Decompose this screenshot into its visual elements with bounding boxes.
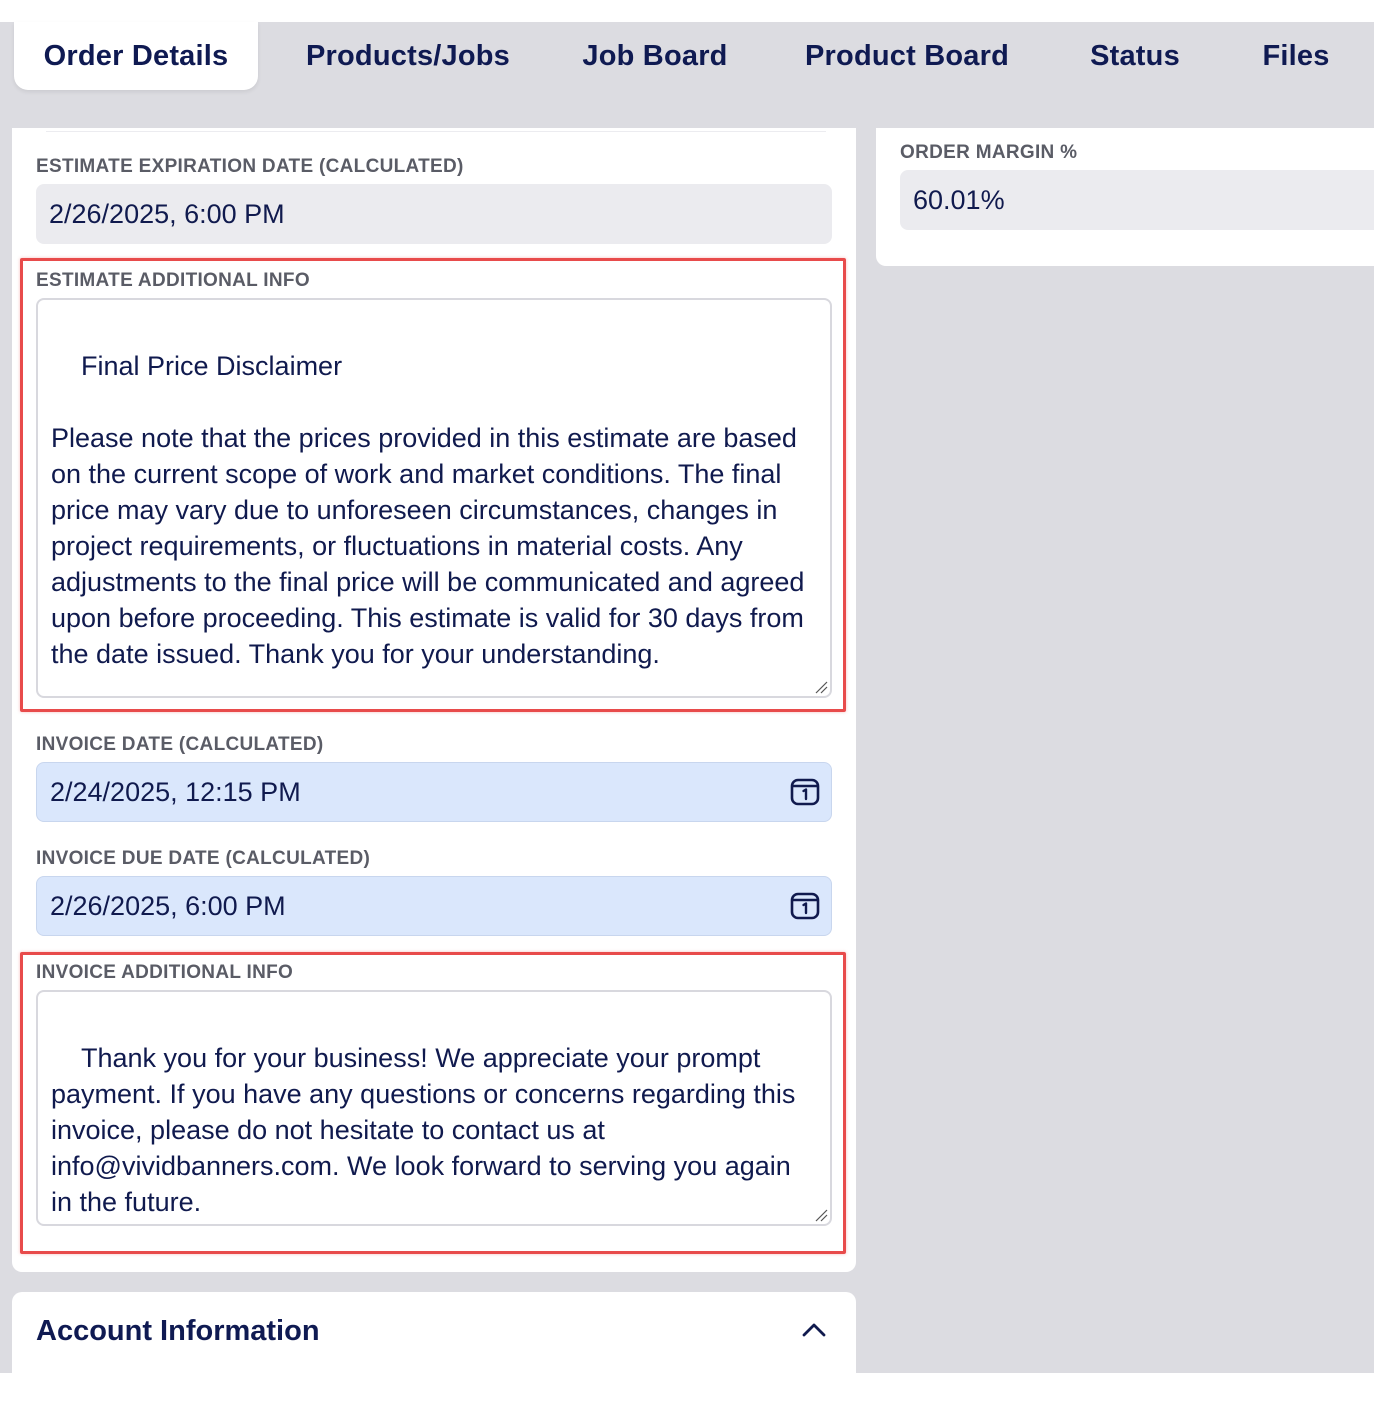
estimate-info-label: ESTIMATE ADDITIONAL INFO (36, 270, 310, 291)
invoice-date-value: 2/24/2025, 12:15 PM (50, 776, 301, 807)
invoice-info-text: Thank you for your business! We appreciate your prompt payment. If you have any questions or concerns regarding this invoice, please do not hesitate to contact us at info@vividbanners.com. We look forward to serving you again in the future. (51, 1043, 803, 1217)
resize-handle-icon[interactable] (814, 1208, 828, 1222)
calendar-icon[interactable] (789, 889, 821, 921)
order-margin-label: ORDER MARGIN % (900, 142, 1078, 163)
invoice-info-label: INVOICE ADDITIONAL INFO (36, 962, 294, 983)
chevron-up-icon[interactable] (798, 1314, 830, 1346)
tab-files[interactable]: Files (1262, 39, 1330, 72)
account-information-card (12, 1292, 856, 1412)
order-margin-field: 60.01% (900, 170, 1374, 230)
estimate-info-textarea[interactable] (36, 298, 832, 698)
tab-status[interactable]: Status (1090, 39, 1180, 72)
estimate-expiration-label: ESTIMATE EXPIRATION DATE (CALCULATED) (36, 156, 464, 177)
resize-handle-icon[interactable] (814, 680, 828, 694)
invoice-info-textarea[interactable] (36, 990, 832, 1226)
divider (46, 128, 826, 132)
tab-order-details[interactable]: Order Details (14, 22, 258, 90)
estimate-info-text: Final Price Disclaimer Please note that the prices provided in this estimate are based on the current scope of work and market conditions. The final price may vary due to unforeseen circumstances, changes in project requirements, or fluctuations in material costs. Any adjustments to the final price will be communicated and agreed upon before proceeding. This estimate is valid for 30 days from the date issued. Thank you for your understanding. (51, 351, 805, 669)
invoice-date-field[interactable] (36, 762, 832, 822)
tab-bar (0, 22, 1374, 128)
tab-job-board[interactable]: Job Board (582, 39, 728, 72)
invoice-due-date-field[interactable] (36, 876, 832, 936)
app-window (0, 22, 1374, 1373)
invoice-due-date-label: INVOICE DUE DATE (CALCULATED) (36, 848, 371, 869)
invoice-date-label: INVOICE DATE (CALCULATED) (36, 734, 324, 755)
tab-product-board[interactable]: Product Board (805, 39, 1009, 72)
invoice-due-date-value: 2/26/2025, 6:00 PM (50, 890, 286, 921)
estimate-expiration-field: 2/26/2025, 6:00 PM (36, 184, 832, 244)
tab-products-jobs[interactable]: Products/Jobs (305, 39, 511, 72)
calendar-icon[interactable] (789, 775, 821, 807)
account-information-title[interactable]: Account Information (36, 1315, 320, 1347)
